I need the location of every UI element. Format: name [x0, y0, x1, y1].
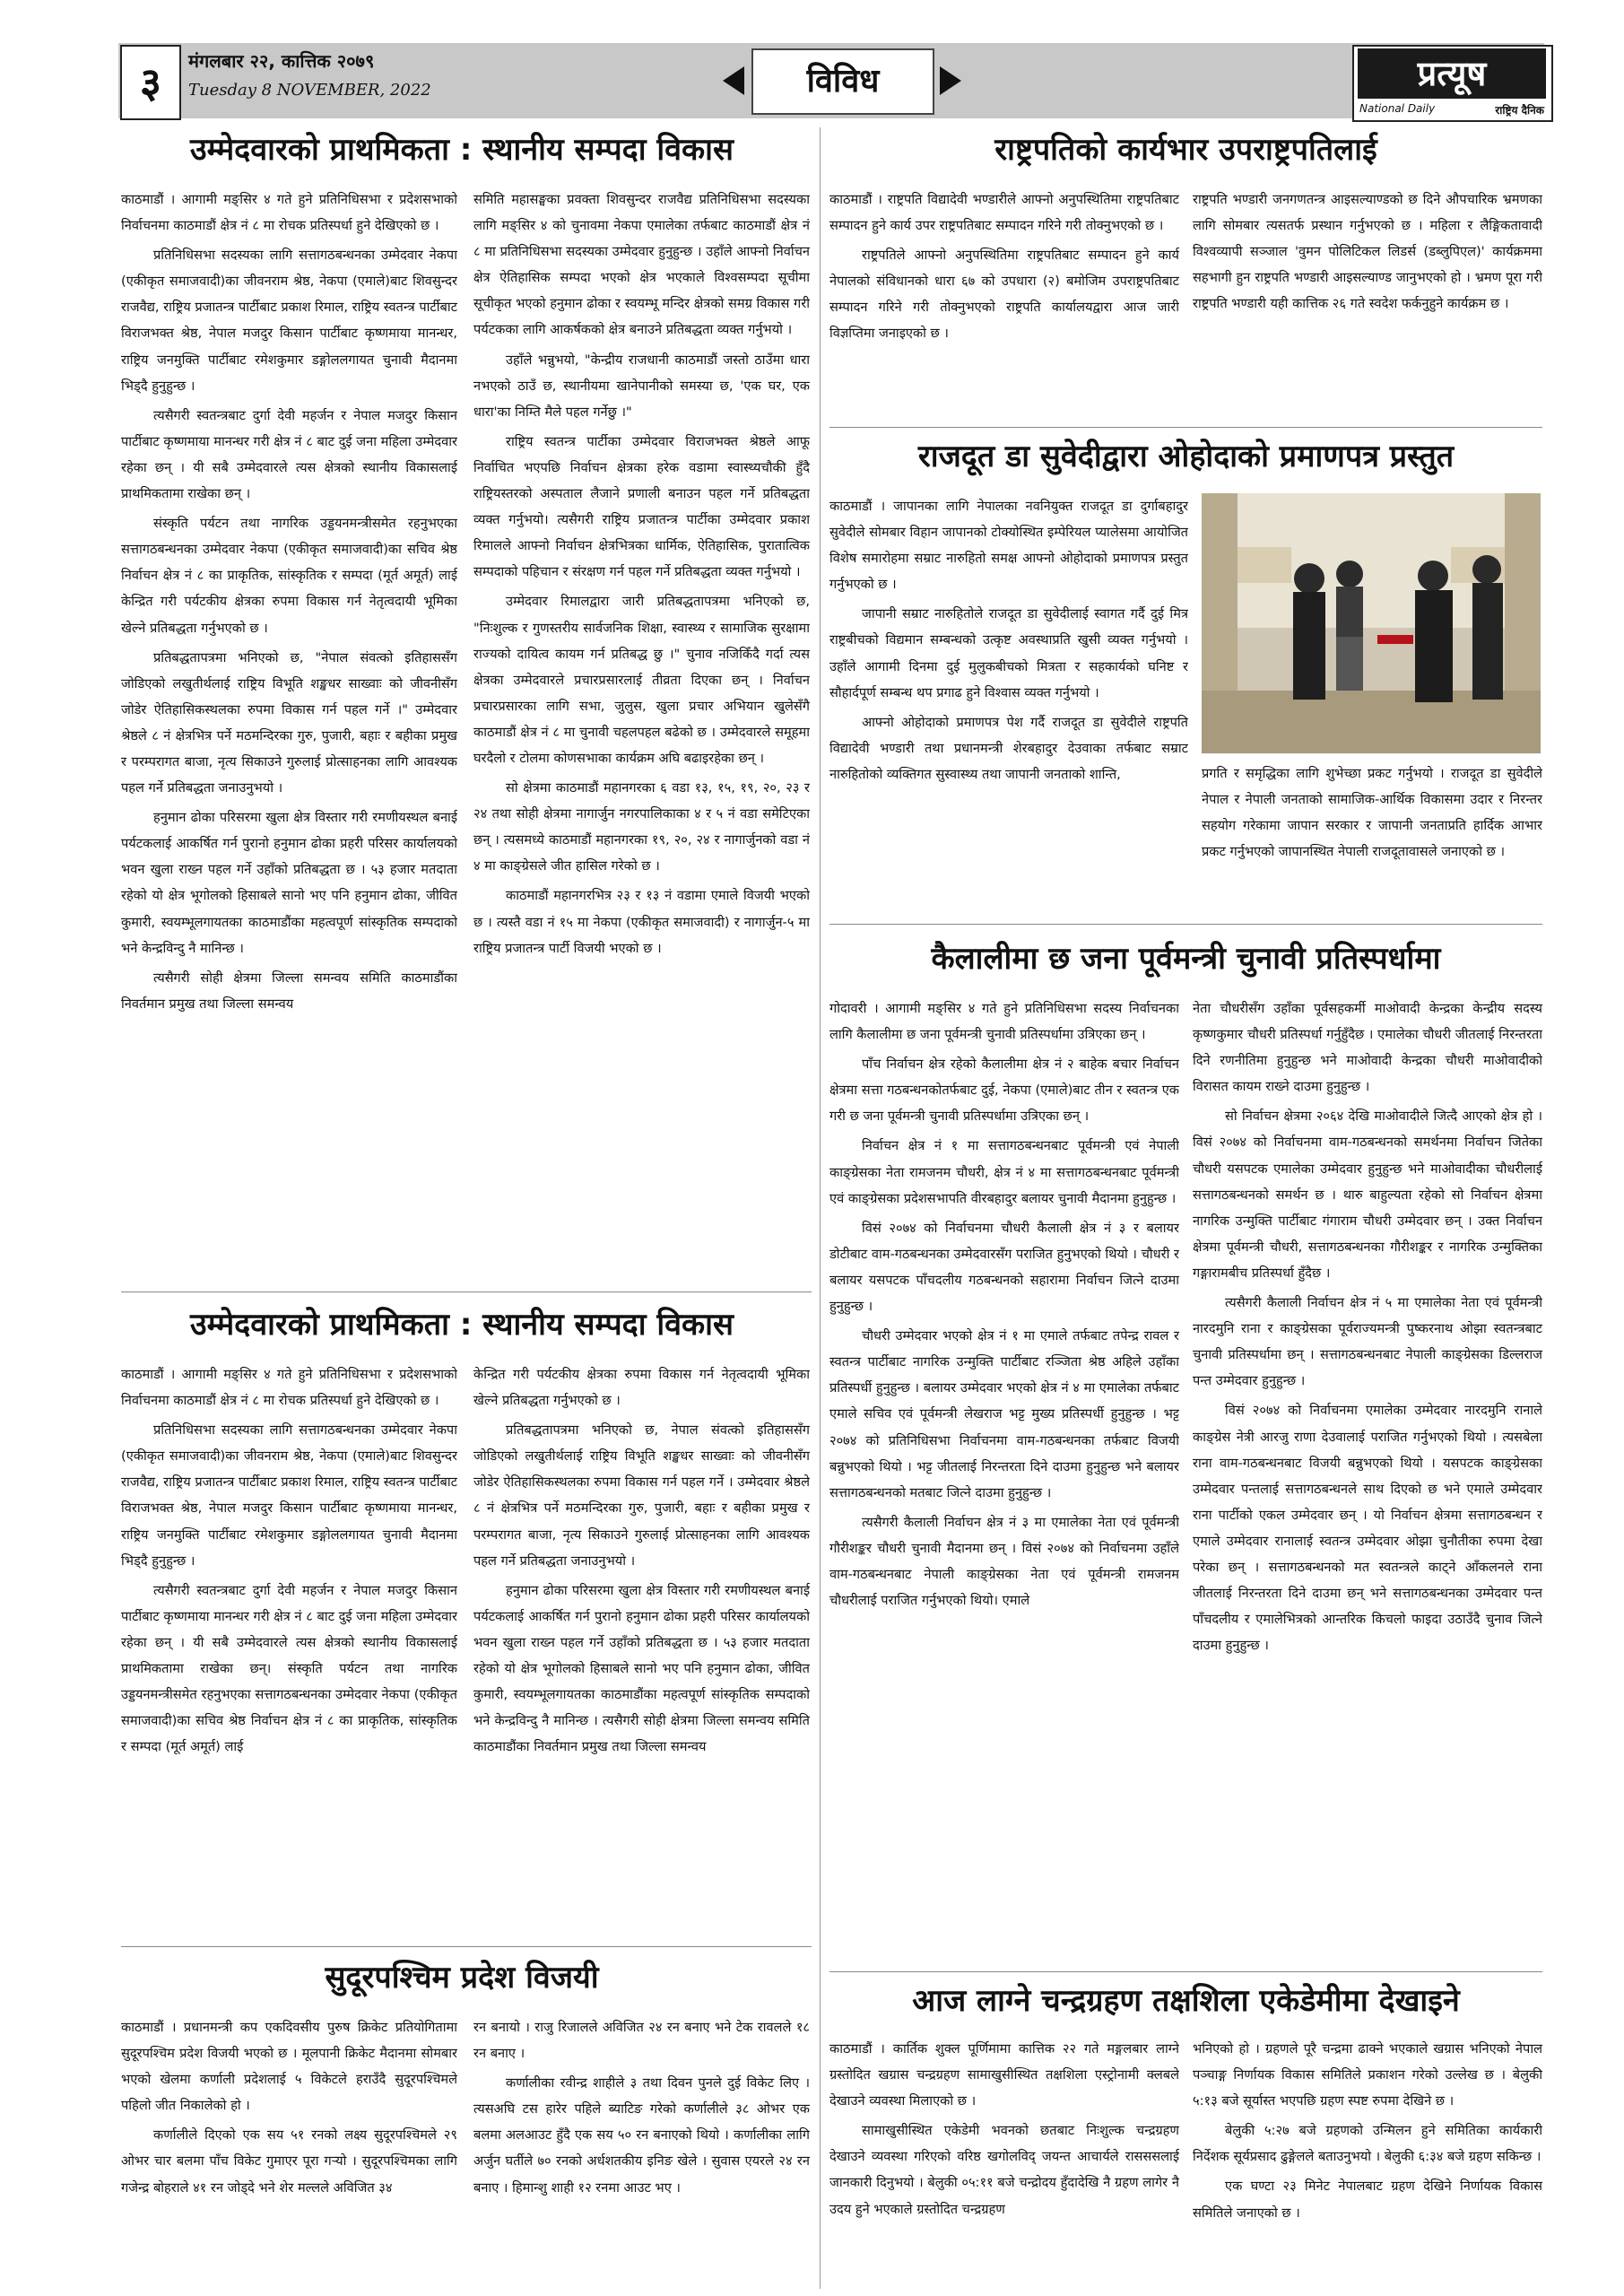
- divider: [121, 1946, 812, 1947]
- paragraph: केन्द्रित गरी पर्यटकीय क्षेत्रका रुपमा विकास गर्न नेतृत्वदायी भूमिका खेल्ने प्रतिबद्धता गर्नुभएको छ ।: [473, 1367, 810, 1409]
- paragraph: कर्णालीका रवीन्द्र शाहीले ३ तथा दिवन पुनले दुई विकेट लिए । त्यसअघि टस हारेर पहिले ब्याटिङ गरेको कर्णालीले ३८ ओभर एक बलमा अलआउट हुँदै एक सय ५० रन बनाएको थियो । कर्णालीका लागि अर्जुन घर्तीले ७० रनको अर्धशतकीय इनिङ खेले । सुवास एयरले २४ रन बनाए । हिमान्शु शाही १२ रनमा आउट भए ।: [473, 2075, 810, 2196]
- divider: [829, 427, 1542, 428]
- paragraph: त्यसैगरी कैलाली निर्वाचन क्षेत्र नं ३ मा एमालेका नेता एवं पूर्वमन्त्री गौरीशङ्कर चौधरी चुनावी मैदानमा छन् । विसं २०७४ को निर्वाचनमा उहाँले वाम-गठबन्धनबाट नेपाली काङ्ग्रेसका नेता एवं पूर्वमन्त्री रामजनम चौधरीलाई पराजित गर्नुभएको थियो। एमाले: [829, 1514, 1179, 1609]
- article-5-col-2: [473, 1361, 810, 1935]
- paragraph: काठमाडौं महानगरभित्र २३ र १३ नं वडामा एमाले विजयी भएको छ । त्यस्तै वडा नं १५ मा नेकपा (एकीकृत समाजवादी) र नागार्जुन-५ मा राष्ट्रिय प्रजातन्त्र पार्टी विजयी भएको छ ।: [473, 888, 810, 956]
- article-4-col-2: [1193, 996, 1542, 1964]
- ambassador-photo: [1202, 493, 1541, 753]
- column-rule: [820, 127, 821, 2289]
- date-english: Tuesday 8 NOVEMBER, 2022: [188, 81, 431, 100]
- paragraph: राष्ट्रपतिले आफ्नो अनुपस्थितिमा राष्ट्रपतिबाट सम्पादन हुने कार्य नेपालको संविधानको धारा ६७ को उपधारा (२) बमोजिम उपराष्ट्रपतिबाट सम्पादन गरिने गरी तोक्नुभएको राष्ट्रपति कार्यालयद्वारा आज जारी विज्ञप्तिमा जनाइएको छ ।: [829, 248, 1179, 342]
- paragraph: बेलुकी ५:२७ बजे ग्रहणको उन्मिलन हुने समितिका कार्यकारी निर्देशक सूर्यप्रसाद ढुङ्गेलले बताउनुभयो । बेलुकी ६:३४ बजे ग्रहण सकिन्छ ।: [1193, 2123, 1542, 2165]
- article-2-col-1: [829, 187, 1179, 422]
- article-3-headline: राजदूत डा सुवेदीद्वारा ओहोदाको प्रमाणपत्र प्रस्तुत: [917, 439, 1455, 474]
- arrow-right-icon: [940, 66, 961, 95]
- paragraph: कर्णालीले दिएको एक सय ५१ रनको लक्ष्य सुदूरपश्चिमले २९ ओभर चार बलमा पाँच विकेट गुमाएर पूरा गऱ्यो । सुदूरपश्चिमका लागि गजेन्द्र बोहराले ४१ रन जोड्दे भने शेर मल्लले अविजित ३४: [121, 2127, 457, 2196]
- paragraph: गोदावरी । आगामी मङ्सिर ४ गते हुने प्रतिनिधिसभा सदस्य निर्वाचनका लागि कैलालीमा छ जना पूर्वमन्त्री चुनावी प्रतिस्पर्धामा उत्रिएका छन् ।: [829, 1001, 1179, 1043]
- article-3-col-2: [1202, 761, 1542, 920]
- paragraph: आफ्नो ओहोदाको प्रमाणपत्र पेश गर्दै राजदूत डा सुवेदीले राष्ट्रपति विद्यादेवी भण्डारी तथा प्रधानमन्त्री शेरबहादुर देउवाका तर्फबाट सम्राट नारुहितोको व्यक्तिगत सुस्वास्थ्य तथा जापानी जनताको शान्ति,: [829, 714, 1188, 782]
- paragraph: काठमाडौं । कार्तिक शुक्ल पूर्णिमामा कात्तिक २२ गते मङ्गलबार लाग्ने ग्रस्तोदित खग्रास चन्द्रग्रहण सामाखुसीस्थित तक्षशिला एस्ट्रोनामी क्लबले देखाउने व्यवस्था मिलाएको छ ।: [829, 2041, 1179, 2109]
- paragraph: सो निर्वाचन क्षेत्रमा २०६४ देखि माओवादीले जित्दै आएको क्षेत्र हो । विसं २०७४ को निर्वाचनमा वाम-गठबन्धनको समर्थनमा निर्वाचन जितेका चौधरी यसपटक एमालेका उम्मेदवार हुनुहुन्छ भने माओवादीका चौधरीलाई सत्तागठबन्धनको समर्थन छ । थारु बाहुल्यता रहेको सो निर्वाचन क्षेत्रमा नागरिक उन्मुक्ति पार्टीबाट गंगाराम चौधरी उम्मेदवार छन् । उक्त निर्वाचन क्षेत्रमा पूर्वमन्त्री चौधरी, सत्तागठबन्धनका गौरीशङ्कर र नागरिक उन्मुक्तिका गङ्गारामबीच प्रतिस्पर्धा हुँदैछ ।: [1193, 1109, 1542, 1281]
- logo-tagline-en: National Daily: [1359, 102, 1436, 115]
- section-title: विविध: [751, 48, 934, 115]
- paragraph: हनुमान ढोका परिसरमा खुला क्षेत्र विस्तार गरी रमणीयस्थल बनाई पर्यटकलाई आकर्षित गर्न पुरानो हनुमान ढोका प्रहरी परिसर कार्यालयको भवन खुला राख्न पहल गर्ने उहाँको प्रतिबद्धता छ । ५३ हजार मतदाता रहेको यो क्षेत्र भूगोलको हिसाबले सानो भए पनि हनुमान ढोका, जीवित कुमारी, स्वयम्भूलगायतका काठमाडौंका महत्वपूर्ण सांस्कृतिक सम्पदाको भने केन्द्रविन्दु नै मानिन्छ ।: [121, 810, 457, 956]
- page-number: ३: [120, 45, 181, 120]
- paragraph: त्यसैगरी कैलाली निर्वाचन क्षेत्र नं ५ मा एमालेका नेता एवं पूर्वमन्त्री नारदमुनि राना र काङ्ग्रेसका पूर्वराज्यमन्त्री पुष्करनाथ ओझा स्वतन्त्रबाट चुनावी प्रतिस्पर्धामा छन् । सत्तागठबन्धनबाट नेपाली काङ्ग्रेसका डिल्लराज पन्त उम्मेदवार हुनुहुन्छ ।: [1193, 1295, 1542, 1389]
- paragraph: प्रगति र समृद्धिका लागि शुभेच्छा प्रकट गर्नुभयो । राजदूत डा सुवेदीले नेपाल र नेपाली जनताको सामाजिक-आर्थिक विकासमा उदार र निरन्तर सहयोग गरेकामा जापान सरकार र जापानी जनताप्रति हार्दिक आभार प्रकट गर्नुभएको जापानस्थित नेपाली राजदूतावासले जनाएको छ ।: [1202, 766, 1542, 860]
- paragraph: काठमाडौं । आगामी मङ्सिर ४ गते हुने प्रतिनिधिसभा र प्रदेशसभाको निर्वाचनमा काठमाडौं क्षेत्र नं ८ मा रोचक प्रतिस्पर्धा हुने देखिएको छ ।: [121, 1367, 457, 1409]
- article-2-col-2: [1193, 187, 1542, 422]
- arrow-left-icon: [723, 66, 744, 95]
- paragraph: प्रतिनिधिसभा सदस्यका लागि सत्तागठबन्धनका उम्मेदवार नेकपा (एकीकृत समाजवादी)का जीवनराम श्रेष्ठ, नेकपा (एमाले)बाट शिवसुन्दर राजवैद्य, राष्ट्रिय प्रजातन्त्र पार्टीबाट प्रकाश रिमाल, राष्ट्रिय स्वतन्त्र पार्टीबाट विराजभक्त श्रेष्ठ, नेपाल मजदुर किसान पार्टीबाट कृष्णमाया मानन्धर, राष्ट्रिय जनमुक्ति पार्टीबाट रमेशकुमार डङ्गोललगायत चुनावी मैदानमा भिड्दै हुनुहुन्छ ।: [121, 248, 457, 394]
- paragraph: उहाँले भन्नुभयो, "केन्द्रीय राजधानी काठमाडौं जस्तो ठाउँमा धारा नभएको ठाउँ छ, स्थानीयमा खानेपानीको समस्या छ, 'एक घर, एक धारा'का निम्ति मैले पहल गर्नेछु ।": [473, 352, 810, 420]
- paragraph: त्यसैगरी स्वतन्त्रबाट दुर्गा देवी महर्जन र नेपाल मजदुर किसान पार्टीबाट कृष्णमाया मानन्धर गरी क्षेत्र नं ८ बाट दुई जना महिला उम्मेदवार रहेका छन् । यी सबै उम्मेदवारले त्यस क्षेत्रको स्थानीय विकासलाई प्राथमिकतामा राखेका छन्। संस्कृति पर्यटन तथा नागरिक उड्डयनमन्त्रीसमेत रहनुभएका सत्तागठबन्धनका उम्मेदवार नेकपा (एकीकृत समाजवादी)का सचिव श्रेष्ठ निर्वाचन क्षेत्र नं ८ का प्राकृतिक, सांस्कृतिक र सम्पदा (मूर्त अमूर्त) लाई: [121, 1582, 457, 1755]
- logo-tagline-np: राष्ट्रिय दैनिक: [1495, 104, 1544, 117]
- paragraph: काठमाडौं । आगामी मङ्सिर ४ गते हुने प्रतिनिधिसभा र प्रदेशसभाको निर्वाचनमा काठमाडौं क्षेत्र नं ८ मा रोचक प्रतिस्पर्धा हुने देखिएको छ ।: [121, 192, 457, 234]
- article-3-col-1: [829, 493, 1188, 920]
- article-7-col-1: [829, 2036, 1179, 2285]
- section-banner: [716, 48, 968, 113]
- paragraph: सामाखुसीस्थित एकेडेमी भवनको छतबाट निःशुल्क चन्द्रग्रहण देखाउने व्यवस्था गरिएको वरिष्ठ खगोलविद् जयन्त आचार्यले रासससलाई जानकारी दिनुभयो । बेलुकी ०५:११ बजे चन्द्रोदय हुँदादेखि नै ग्रहण लागेर नै उदय हुने भएकाले ग्रस्तोदित चन्द्रग्रहण: [829, 2123, 1179, 2217]
- paragraph: काठमाडौं । प्रधानमन्त्री कप एकदिवसीय पुरुष क्रिकेट प्रतियोगितामा सुदूरपश्चिम प्रदेश विजयी भएको छ । मूलपानी क्रिकेट मैदानमा सोमबार भएको खेलमा कर्णाली प्रदेशलाई ५ विकेटले हराउँदै सुदूरपश्चिमले पहिलो जीत निकालेको हो ।: [121, 2020, 457, 2114]
- paragraph: विसं २०७४ को निर्वाचनमा चौधरी कैलाली क्षेत्र नं ३ र बलायर डोटीबाट वाम-गठबन्धनका उम्मेदवारसँग पराजित हुनुभएको थियो । चौधरी र बलायर यसपटक पाँचदलीय गठबन्धनको सहारामा निर्वाचन जित्ने दाउमा हुनुहुन्छ ।: [829, 1220, 1179, 1315]
- paragraph: समिति महासङ्घका प्रवक्ता शिवसुन्दर राजवैद्य प्रतिनिधिसभा सदस्यका लागि मङ्सिर ४ को चुनावमा नेकपा एमालेका तर्फबाट काठमाडौं क्षेत्र नं ८ मा प्रतिनिधिसभा सदस्यका उम्मेदवार हुनुहुन्छ । उहाँले आफ्नो निर्वाचन क्षेत्र ऐतिहासिक सम्पदा भएको क्षेत्र भएकाले विश्वसम्पदा सूचीमा सूचीकृत भएको हनुमान ढोका र स्वयम्भू मन्दिर क्षेत्रको समग्र विकास गरी पर्यटकका लागि आकर्षकको क्षेत्र बनाउने प्रतिबद्धता व्यक्त गर्नुभयो ।: [473, 192, 810, 338]
- paragraph: त्यसैगरी सोही क्षेत्रमा जिल्ला समन्वय समिति काठमाडौंका निवर्तमान प्रमुख तथा जिल्ला समन्वय: [121, 970, 457, 1012]
- paragraph: काठमाडौं । राष्ट्रपति विद्यादेवी भण्डारीले आफ्नो अनुपस्थितिमा राष्ट्रपतिबाट सम्पादन हुने कार्य उपर राष्ट्रपतिबाट सम्पादन गरिने गरी तोक्नुभएको छ ।: [829, 192, 1179, 234]
- paragraph: काठमाडौं । जापानका लागि नेपालका नवनियुक्त राजदूत डा दुर्गाबहादुर सुवेदीले सोमबार विहान जापानको टोक्योस्थित इम्पेरियल प्यालेसमा आयोजित विशेष समारोहमा सम्राट नारुहितो समक्ष आफ्नो ओहोदाको प्रमाणपत्र प्रस्तुत गर्नुभएको छ ।: [829, 499, 1188, 593]
- paragraph: प्रतिबद्धतापत्रमा भनिएको छ, नेपाल संवत्को इतिहाससँग जोडिएको लखुतीर्थलाई राष्ट्रिय विभूति शङ्खधर साख्वाः को जीवनीसँग जोडेर ऐतिहासिकस्थलका रुपमा विकास गर्न पहल गर्ने । उम्मेदवार श्रेष्ठले ८ नं क्षेत्रभित्र पर्ने मठमन्दिरका गुरु, पुजारी, बहाः र बहीका प्रमुख र परम्परागत बाजा, नृत्य सिकाउने गुरुलाई प्रोत्साहनका लागि आवश्यक पहल गर्ने प्रतिबद्धता जनाउनुभयो ।: [473, 1422, 810, 1569]
- paragraph: एक घण्टा २३ मिनेट नेपालबाट ग्रहण देखिने निर्णायक विकास समितिले जनाएको छ ।: [1193, 2179, 1542, 2221]
- paragraph: भनिएको हो । ग्रहणले पूरै चन्द्रमा ढाक्ने भएकाले खग्रास भनिएको नेपाल पञ्चाङ्ग निर्णायक विकास समितिले प्रकाशन गरेको उल्लेख छ । बेलुकी ५:१३ बजे सूर्यास्त भएपछि ग्रहण स्पष्ट रुपमा देखिने छ ।: [1193, 2041, 1542, 2109]
- newspaper-logo: [1352, 45, 1553, 122]
- paragraph: प्रतिनिधिसभा सदस्यका लागि सत्तागठबन्धनका उम्मेदवार नेकपा (एकीकृत समाजवादी)का जीवनराम श्रेष्ठ, नेकपा (एमाले)बाट शिवसुन्दर राजवैद्य, राष्ट्रिय प्रजातन्त्र पार्टीबाट प्रकाश रिमाल, राष्ट्रिय स्वतन्त्र पार्टीबाट विराजभक्त श्रेष्ठ, नेपाल मजदुर किसान पार्टीबाट कृष्णमाया मानन्धर, राष्ट्रिय जनमुक्ति पार्टीबाट रमेशकुमार डङ्गोललगायत चुनावी मैदानमा भिड्दै हुनुहुन्छ ।: [121, 1422, 457, 1569]
- paragraph: निर्वाचन क्षेत्र नं १ मा सत्तागठबन्धनबाट पूर्वमन्त्री एवं नेपाली काङ्ग्रेसका नेता रामजनम चौधरी, क्षेत्र नं ४ मा सत्तागठबन्धनबाट पूर्वमन्त्री एवं काङ्ग्रेसका प्रदेशसभापति वीरबहादुर बलायर चुनावी मैदानमा हुनुहुन्छ ।: [829, 1138, 1179, 1206]
- paragraph: रन बनायो । राजु रिजालले अविजित २४ रन बनाए भने टेक रावलले १८ रन बनाए ।: [473, 2020, 810, 2062]
- paragraph: राष्ट्रपति भण्डारी जनगणतन्त्र आइसल्याण्डको छ दिने औपचारिक भ्रमणका लागि सोमबार त्यसतर्फ प्रस्थान गर्नुभएको छ । महिला र लैङ्गिकतावादी विश्वव्यापी सञ्जाल 'वुमन पोलिटिकल लिडर्स (डब्लुपिएल)' कार्यक्रममा सहभागी हुन राष्ट्रपति भण्डारी आइसल्याण्ड जानुभएको हो । भ्रमण पूरा गरी राष्ट्रपति भण्डारी यही कात्तिक २६ गते स्वदेश फर्कनुहुने कार्यक्रम छ ।: [1193, 192, 1542, 312]
- article-5-headline: उम्मेदवारको प्राथमिकता : स्थानीय सम्पदा विकास: [190, 1307, 734, 1343]
- paragraph: चौधरी उम्मेदवार भएको क्षेत्र नं १ मा एमाले तर्फबाट तपेन्द्र रावल र स्वतन्त्र पार्टीबाट नागरिक उन्मुक्ति पार्टीबाट रञ्जिता श्रेष्ठ अहिले उहाँका प्रतिस्पर्धी हुनुहुन्छ । बलायर उम्मेदवार भएको क्षेत्र नं ४ मा एमालेका तर्फबाट एमाले सचिव एवं पूर्वमन्त्री लेखराज भट्ट मुख्य प्रतिस्पर्धी हुनुहुन्छ । भट्ट २०७४ को प्रतिनिधिसभा निर्वाचनमा वाम-गठबन्धनका तर्फबाट विजयी बन्नुभएको थियो । भट्ट जीतलाई निरन्तरता दिने दाउमा हुनुहुन्छ भने बलायर सत्तागठबन्धनको मतबाट जित्ने दाउमा हुनुहुन्छ ।: [829, 1328, 1179, 1500]
- article-1-col-1: [121, 187, 457, 1281]
- divider: [829, 1971, 1542, 1972]
- logo-wordmark: प्रत्यूष: [1358, 48, 1546, 99]
- divider: [829, 924, 1542, 925]
- article-7-headline: आज लाग्ने चन्द्रग्रहण तक्षशिला एकेडेमीमा देखाइने: [912, 1983, 1460, 2019]
- paragraph: नेता चौधरीसँग उहाँका पूर्वसहकर्मी माओवादी केन्द्रका केन्द्रीय सदस्य कृष्णकुमार चौधरी प्रतिस्पर्धा गर्नुहुँदैछ । एमालेका चौधरी जीतलाई निरन्तरता दिने रणनीतिमा हुनुहुन्छ भने माओवादी केन्द्रका चौधरी माओवादीको विरासत कायम राख्ने दाउमा हुनुहुन्छ ।: [1193, 1001, 1542, 1095]
- article-6-headline: सुदूरपश्चिम प्रदेश विजयी: [325, 1960, 599, 1996]
- article-2-headline: राष्ट्रपतिको कार्यभार उपराष्ट्रपतिलाई: [994, 132, 1377, 168]
- paragraph: संस्कृति पर्यटन तथा नागरिक उड्डयनमन्त्रीसमेत रहनुभएका सत्तागठबन्धनका उम्मेदवार नेकपा (एकीकृत समाजवादी)का सचिव श्रेष्ठ निर्वाचन क्षेत्र नं ८ का प्राकृतिक, सांस्कृतिक र सम्पदा (मूर्त अमूर्त) लाई केन्द्रित गरी पर्यटकीय क्षेत्रका रुपमा विकास गर्न नेतृत्वदायी भूमिका खेल्ने प्रतिबद्धता गर्नुभएको छ ।: [121, 516, 457, 636]
- paragraph: त्यसैगरी स्वतन्त्रबाट दुर्गा देवी महर्जन र नेपाल मजदुर किसान पार्टीबाट कृष्णमाया मानन्धर गरी क्षेत्र नं ८ बाट दुई जना महिला उम्मेदवार रहेका छन् । यी सबै उम्मेदवारले त्यस क्षेत्रको स्थानीय विकासलाई प्राथमिकतामा राखेका छन् ।: [121, 407, 457, 502]
- paragraph: पाँच निर्वाचन क्षेत्र रहेको कैलालीमा क्षेत्र नं २ बाहेक बचार निर्वाचन क्षेत्रमा सत्ता गठबन्धनकोतर्फबाट दुई, नेकपा (एमाले)बाट तीन र स्वतन्त्र एक गरी छ जना पूर्वमन्त्री चुनावी प्रतिस्पर्धामा उत्रिएका छन् ।: [829, 1057, 1179, 1125]
- article-6-col-2: [473, 2014, 810, 2283]
- article-4-headline: कैलालीमा छ जना पूर्वमन्त्री चुनावी प्रतिस्पर्धामा: [931, 941, 1441, 977]
- date-nepali: मंगलबार २२, कात्तिक २०७९: [188, 50, 375, 72]
- paragraph: उम्मेदवार रिमालद्वारा जारी प्रतिबद्धतापत्रमा भनिएको छ, "निःशुल्क र गुणस्तरीय सार्वजनिक शिक्षा, स्वास्थ्य र सामाजिक सुरक्षामा राज्यको दायित्व कायम गर्न प्रतिबद्ध छु ।" चुनाव नजिकिँदै गर्दा त्यस क्षेत्रका उम्मेदवारले प्रचारप्रसारलाई तीव्रता दिएका छन् । निर्वाचन प्रचारप्रसारका लागि सभा, जुलुस, खुला प्रचार अभियान खुलेसँगै काठमाडौं क्षेत्र नं ८ मा चुनावी चहलपहल बढेको छ । उम्मेदवारले समूहमा घरदैलो र टोलमा कोणसभाका कार्यक्रम अघि बढाइरहेका छन् ।: [473, 594, 810, 766]
- paragraph: विसं २०७४ को निर्वाचनमा एमालेका उम्मेदवार नारदमुनि रानाले काङ्ग्रेस नेत्री आरजु राणा देउवालाई पराजित गर्नुभएको थियो । त्यसबेला राना वाम-गठबन्धनबाट विजयी बन्नुभएको थियो । यसपटक काङ्ग्रेसका उम्मेदवार पन्तलाई सत्तागठबन्धनले साथ दिएको छ भने एमाले उम्मेदवार राना पार्टीको एकल उम्मेदवार छन् । यो निर्वाचन क्षेत्रमा सत्तागठबन्धन र एमाले उम्मेदवार रानालाई स्वतन्त्र उम्मेदवार ओझा चुनौतीका रुपमा देखा परेका छन् । सत्तागठबन्धनको मत स्वतन्त्रले काट्ने आँकलनले राना जीतलाई निरन्तरता दिने दाउमा छन् भने सत्तागठबन्धनका उम्मेदवार पन्त पाँचदलीय र एमालेभित्रको आन्तरिक किचलो फाइदा उठाउँदै चुनाव जित्ने दाउमा हुनुहुन्छ ।: [1193, 1403, 1542, 1654]
- paragraph: सो क्षेत्रमा काठमाडौं महानगरका ६ वडा १३, १५, १९, २०, २३ र २४ तथा सोही क्षेत्रमा नागार्जुन नगरपालिकाका ४ र ५ नं वडा समेटिएका छन् । त्यसमध्ये काठमाडौं महानगरका १९, २०, २४ र नागार्जुनको वडा नं ४ मा काङ्ग्रेसले जीत हासिल गरेको छ ।: [473, 780, 810, 874]
- paragraph: जापानी सम्राट नारुहितोले राजदूत डा सुवेदीलाई स्वागत गर्दै दुई मित्र राष्ट्रबीचको विद्यमान सम्बन्धको उत्कृष्ट अवस्थाप्रति खुसी व्यक्त गर्नुभयो । उहाँले आगामी दिनमा दुई मुलुकबीचको मित्रता र सहकार्यको घनिष्ट र सौहार्दपूर्ण सम्बन्ध थप प्रगाढ हुने विश्वास व्यक्त गर्नुभयो ।: [829, 606, 1188, 700]
- article-5-col-1: [121, 1361, 457, 1935]
- paragraph: हनुमान ढोका परिसरमा खुला क्षेत्र विस्तार गरी रमणीयस्थल बनाई पर्यटकलाई आकर्षित गर्न पुरानो हनुमान ढोका प्रहरी परिसर कार्यालयको भवन खुला राख्न पहल गर्ने उहाँको प्रतिबद्धता छ । ५३ हजार मतदाता रहेको यो क्षेत्र भूगोलको हिसाबले सानो भए पनि हनुमान ढोका, जीवित कुमारी, स्वयम्भूलगायतका काठमाडौंका महत्वपूर्ण सांस्कृतिक सम्पदाको भने केन्द्रविन्दु नै मानिन्छ । त्यसैगरी सोही क्षेत्रमा जिल्ला समन्वय समिति काठमाडौंका निवर्तमान प्रमुख तथा जिल्ला समन्वय: [473, 1582, 810, 1755]
- article-7-col-2: [1193, 2036, 1542, 2285]
- paragraph: राष्ट्रिय स्वतन्त्र पार्टीका उम्मेदवार विराजभक्त श्रेष्ठले आफू निर्वाचित भएपछि निर्वाचन क्षेत्रका हरेक वडामा स्वास्थ्यचौकी हुँदै राष्ट्रियस्तरको अस्पताल लैजाने प्रणाली बनाउन पहल गर्ने प्रतिबद्धता व्यक्त गर्नुभयो। त्यसैगरी राष्ट्रिय प्रजातन्त्र पार्टीका उम्मेदवार प्रकाश रिमालले आफ्नो निर्वाचन क्षेत्रभित्रका धार्मिक, ऐतिहासिक, पुरातात्विक सम्पदाको पहिचान र संरक्षण गर्न पहल गर्ने प्रतिबद्धता व्यक्त गर्नुभयो ।: [473, 433, 810, 580]
- article-4-col-1: [829, 996, 1179, 1964]
- article-1-col-2: [473, 187, 810, 1281]
- paragraph: प्रतिबद्धतापत्रमा भनिएको छ, "नेपाल संवत्को इतिहाससँग जोडिएको लखुतीर्थलाई राष्ट्रिय विभूति शङ्खधर साख्वाः को जीवनीसँग जोडेर ऐतिहासिकस्थलका रुपमा विकास गर्न पहल गर्ने ।" उम्मेदवार श्रेष्ठले ८ नं क्षेत्रभित्र पर्ने मठमन्दिरका गुरु, पुजारी, बहाः र बहीका प्रमुख र परम्परागत बाजा, नृत्य सिकाउने गुरुलाई प्रोत्साहनका लागि आवश्यक पहल गर्ने प्रतिबद्धता जनाउनुभयो ।: [121, 649, 457, 796]
- article-1-headline: उम्मेदवारको प्राथमिकता : स्थानीय सम्पदा विकास: [190, 132, 734, 168]
- article-6-col-1: [121, 2014, 457, 2283]
